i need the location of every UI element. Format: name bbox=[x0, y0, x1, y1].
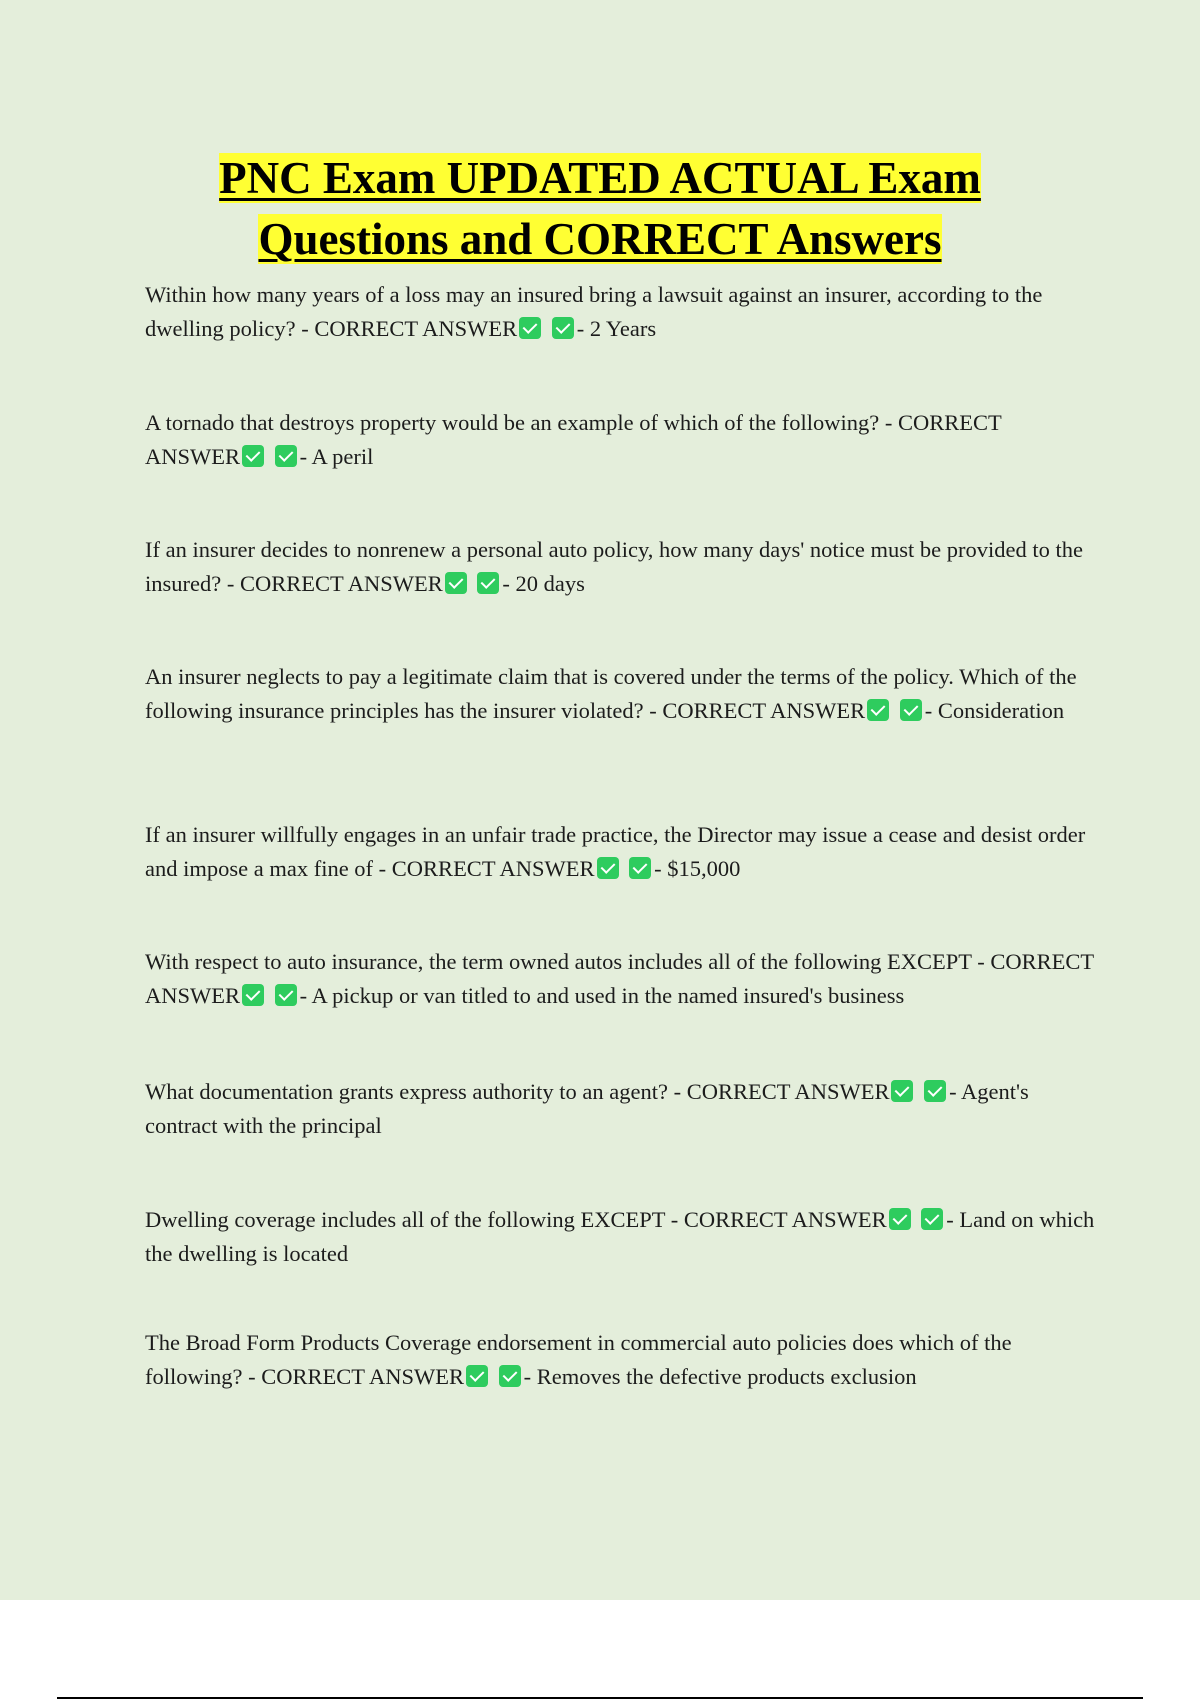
answer-label: CORRECT ANSWER bbox=[683, 1207, 887, 1232]
check-mark-icon bbox=[552, 317, 574, 339]
answer-label: CORRECT ANSWER bbox=[145, 949, 1094, 1008]
check-mark-icon bbox=[242, 984, 264, 1006]
check-mark-icon bbox=[242, 445, 264, 467]
answer-label: CORRECT ANSWER bbox=[145, 410, 1002, 469]
check-mark-icon bbox=[867, 699, 889, 721]
document-title bbox=[0, 148, 1200, 270]
answer-text: - Consideration bbox=[924, 698, 1065, 723]
check-mark-icon bbox=[466, 1365, 488, 1387]
qa-item-5 bbox=[145, 818, 1095, 886]
answer-label: CORRECT ANSWER bbox=[314, 316, 518, 341]
question-text: Within how many years of a loss may an insured bring a lawsuit against an insurer, according to the dwelling policy? - bbox=[145, 282, 1043, 341]
question-text: A tornado that destroys property would be an example of which of the following? - bbox=[145, 410, 898, 435]
qa-item-2 bbox=[145, 406, 1095, 474]
check-mark-icon bbox=[921, 1208, 943, 1230]
question-text: With respect to auto insurance, the term owned autos includes all of the following EXCEPT - bbox=[145, 949, 991, 974]
footer-divider bbox=[57, 1697, 1143, 1699]
check-mark-icon bbox=[891, 1080, 913, 1102]
title-line-1: PNC Exam UPDATED ACTUAL Exam bbox=[219, 153, 981, 203]
qa-item-3 bbox=[145, 533, 1095, 601]
check-mark-icon bbox=[629, 857, 651, 879]
answer-text: - Removes the defective products exclusion bbox=[523, 1364, 917, 1389]
qa-item-8 bbox=[145, 1203, 1095, 1271]
answer-text: - A peril bbox=[299, 444, 374, 469]
answer-text: - 2 Years bbox=[576, 316, 657, 341]
answer-text: - $15,000 bbox=[654, 856, 741, 881]
qa-item-1 bbox=[145, 278, 1095, 346]
qa-item-9 bbox=[145, 1326, 1095, 1394]
check-mark-icon bbox=[924, 1080, 946, 1102]
question-text: The Broad Form Products Coverage endorsement in commercial auto policies does which of the following? - bbox=[145, 1330, 1012, 1389]
question-text: If an insurer willfully engages in an unfair trade practice, the Director may issue a cease and desist order and impose a max fine of - bbox=[145, 822, 1086, 881]
title-line-2: Questions and CORRECT Answers bbox=[258, 214, 942, 264]
answer-label: CORRECT ANSWER bbox=[261, 1364, 464, 1389]
answer-label: CORRECT ANSWER bbox=[686, 1079, 890, 1104]
check-mark-icon bbox=[445, 572, 467, 594]
qa-item-6 bbox=[145, 945, 1095, 1013]
check-mark-icon bbox=[519, 317, 541, 339]
question-text: An insurer neglects to pay a legitimate claim that is covered under the terms of the policy. Which of the following insurance principles has the insurer violated? - bbox=[145, 664, 1077, 723]
question-text: If an insurer decides to nonrenew a personal auto policy, how many days' notice must be provided to the insured? - bbox=[145, 537, 1083, 596]
check-mark-icon bbox=[275, 984, 297, 1006]
qa-item-7 bbox=[145, 1075, 1095, 1143]
check-mark-icon bbox=[275, 445, 297, 467]
answer-text: - 20 days bbox=[502, 571, 585, 596]
answer-label: CORRECT ANSWER bbox=[239, 571, 443, 596]
answer-label: CORRECT ANSWER bbox=[662, 698, 866, 723]
check-mark-icon bbox=[900, 699, 922, 721]
check-mark-icon bbox=[477, 572, 499, 594]
qa-item-4 bbox=[145, 660, 1095, 728]
check-mark-icon bbox=[499, 1365, 521, 1387]
answer-text: - Land on which the dwelling is located bbox=[145, 1207, 1095, 1266]
answer-text: - A pickup or van titled to and used in the named insured's business bbox=[299, 983, 905, 1008]
question-text: Dwelling coverage includes all of the following EXCEPT - bbox=[145, 1207, 684, 1232]
answer-label: CORRECT ANSWER bbox=[391, 856, 595, 881]
answer-text: - Agent's contract with the principal bbox=[145, 1079, 1029, 1138]
check-mark-icon bbox=[597, 857, 619, 879]
check-mark-icon bbox=[889, 1208, 911, 1230]
question-text: What documentation grants express authority to an agent? - bbox=[145, 1079, 687, 1104]
